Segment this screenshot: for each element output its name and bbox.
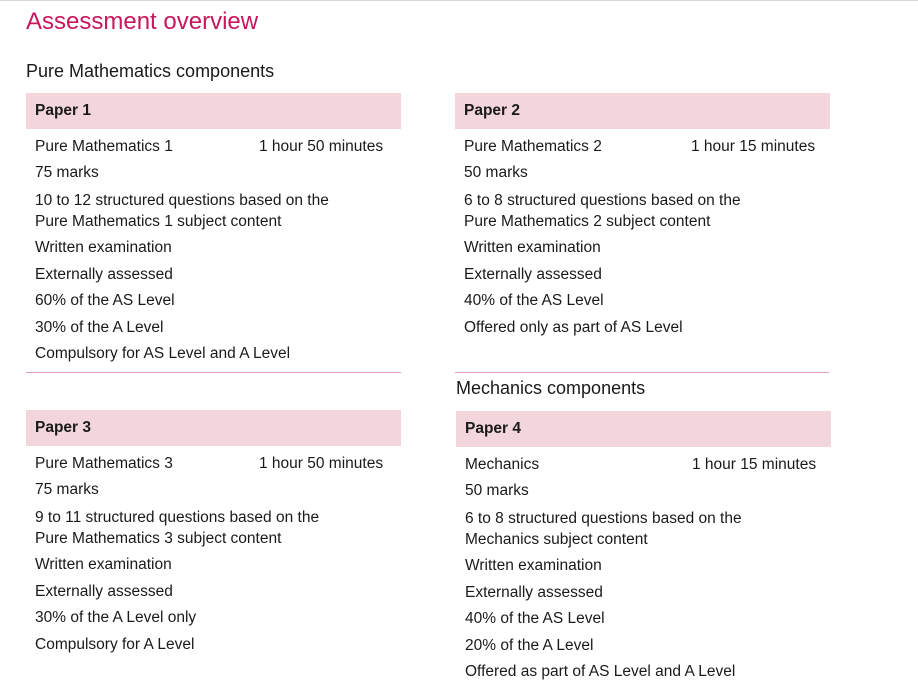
marks: 75 marks xyxy=(35,164,99,181)
component-name: Pure Mathematics 2 xyxy=(464,138,602,155)
component-duration: 1 hour 50 minutes xyxy=(259,455,384,472)
paper-1-card xyxy=(26,93,401,371)
component-name: Pure Mathematics 1 xyxy=(35,138,173,155)
weighting-a: 20% of the A Level xyxy=(465,636,594,654)
paper-1-title-row xyxy=(35,137,401,163)
component-duration: 1 hour 50 minutes xyxy=(259,138,384,155)
requirement-note: Compulsory for A Level xyxy=(35,635,195,653)
section-title-pure: Pure Mathematics components xyxy=(26,61,275,81)
weighting-as: 40% of the AS Level xyxy=(464,292,604,309)
exam-type: Written examination xyxy=(465,557,602,574)
paper-4-body xyxy=(456,447,831,682)
assessment-type: Externally assessed xyxy=(465,583,603,601)
paper-4-title-row xyxy=(465,455,831,481)
paper-2-card xyxy=(455,93,830,344)
paper-1-header: Paper 1 xyxy=(26,93,401,129)
questions-description: 9 to 11 structured questions based on the Pure Mathematics 3 subject content xyxy=(35,508,320,547)
component-name: Pure Mathematics 3 xyxy=(35,455,173,472)
weighting-a: 30% of the A Level only xyxy=(35,609,197,626)
requirement-note: Offered as part of AS Level and A Level xyxy=(465,663,736,680)
paper-2-title-row xyxy=(464,137,830,163)
paper-3-title-row xyxy=(35,454,401,480)
requirement-note: Offered only as part of AS Level xyxy=(464,318,683,336)
paper-3-header: Paper 3 xyxy=(26,410,401,446)
weighting-as: 60% of the AS Level xyxy=(35,292,175,309)
component-name: Mechanics xyxy=(465,456,540,473)
marks: 50 marks xyxy=(464,164,528,181)
weighting-a: 30% of the A Level xyxy=(35,318,164,336)
assessment-type: Externally assessed xyxy=(35,582,173,600)
paper-2-header: Paper 2 xyxy=(455,93,830,129)
component-duration: 1 hour 15 minutes xyxy=(692,456,817,473)
divider-right xyxy=(455,372,829,373)
section-title-mechanics: Mechanics components xyxy=(456,378,646,398)
paper-4-header: Paper 4 xyxy=(456,411,831,447)
questions-description: 6 to 8 structured questions based on the Pure Mathematics 2 subject content xyxy=(464,191,741,230)
marks: 75 marks xyxy=(35,481,99,498)
exam-type: Written examination xyxy=(464,239,601,256)
questions-description: 6 to 8 structured questions based on the Mechanics subject content xyxy=(465,509,742,548)
assessment-type: Externally assessed xyxy=(464,265,602,283)
exam-type: Written examination xyxy=(35,556,172,573)
questions-description: 10 to 12 structured questions based on the Pure Mathematics 1 subject content xyxy=(35,191,329,230)
exam-type: Written examination xyxy=(35,239,172,256)
paper-4-card xyxy=(456,411,831,689)
top-rule xyxy=(0,0,918,1)
paper-2-body xyxy=(455,129,830,338)
paper-1-body xyxy=(26,129,401,364)
paper-3-card xyxy=(26,410,401,661)
divider-left xyxy=(26,372,401,373)
weighting-as: 40% of the AS Level xyxy=(465,610,605,627)
requirement-note: Compulsory for AS Level and A Level xyxy=(35,345,291,362)
marks: 50 marks xyxy=(465,482,529,499)
assessment-type: Externally assessed xyxy=(35,265,173,283)
paper-3-body xyxy=(26,446,401,655)
component-duration: 1 hour 15 minutes xyxy=(691,138,816,155)
page-title: Assessment overview xyxy=(26,8,259,35)
